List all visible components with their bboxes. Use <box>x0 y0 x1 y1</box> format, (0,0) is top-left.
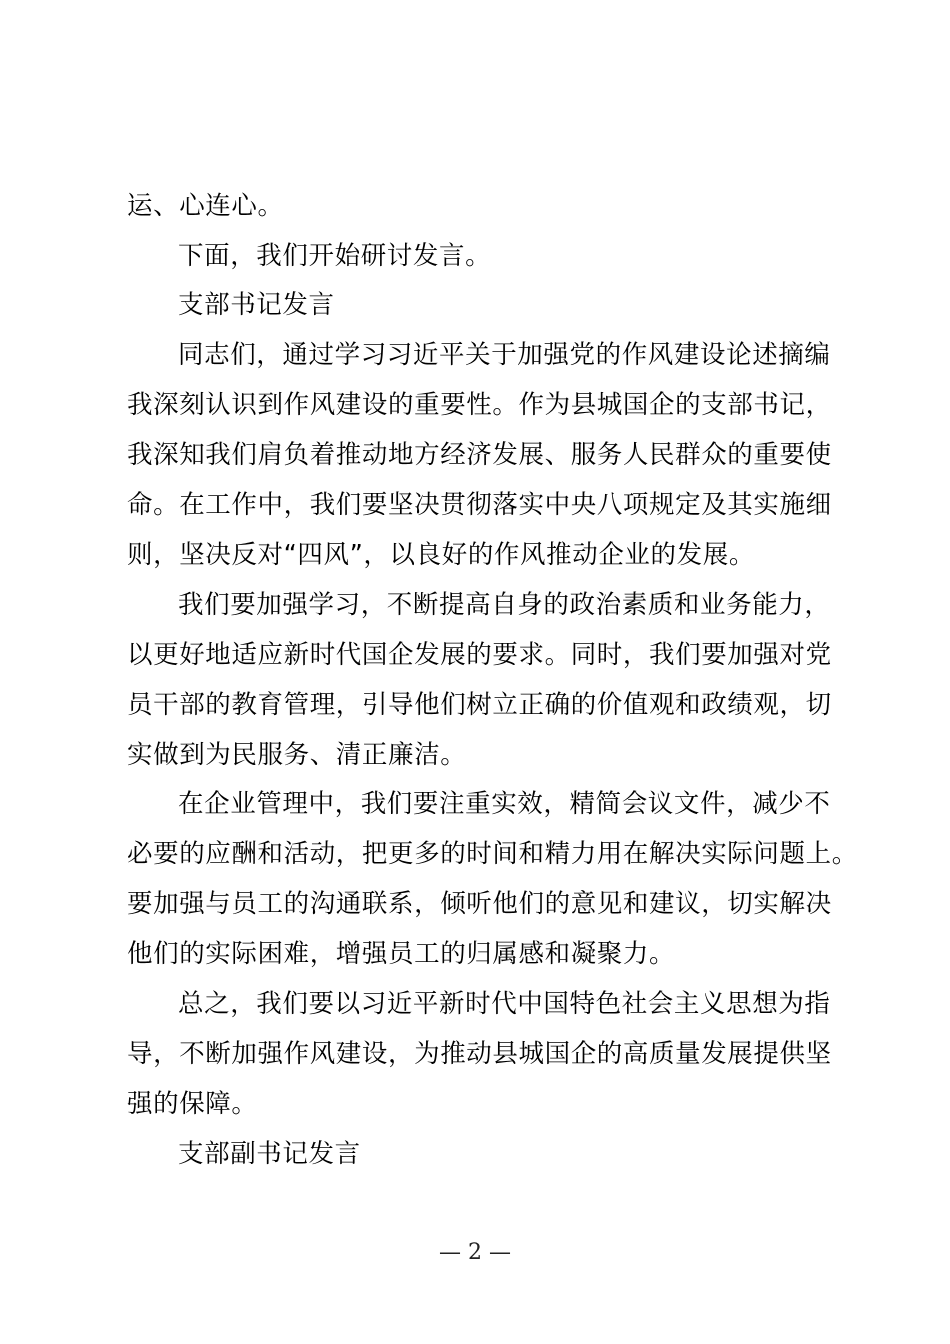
section-heading: 支部副书记发言 <box>178 1139 361 1169</box>
text-line: 我深知我们肩负着推动地方经济发展、服务人民群众的重要使 <box>127 440 832 470</box>
text-line: 在企业管理中，我们要注重实效，精简会议文件，减少不 <box>178 789 831 819</box>
text-line: 要加强与员工的沟通联系，倾听他们的意见和建议，切实解决 <box>127 889 832 919</box>
text-line: 实做到为民服务、清正廉洁。 <box>127 740 467 770</box>
page-number: — 2 — <box>439 1240 511 1265</box>
text-line: 下面，我们开始研讨发言。 <box>178 241 492 271</box>
text-line: 员干部的教育管理，引导他们树立正确的价值观和政绩观，切 <box>127 690 832 720</box>
text-line: 则，坚决反对“四风”，以良好的作风推动企业的发展。 <box>127 540 755 570</box>
text-line: 他们的实际困难，增强员工的归属感和凝聚力。 <box>127 939 676 969</box>
section-heading: 支部书记发言 <box>178 290 335 320</box>
text-line: 以更好地适应新时代国企发展的要求。同时，我们要加强对党 <box>127 640 832 670</box>
text-line: 我深刻认识到作风建设的重要性。作为县城国企的支部书记， <box>127 390 832 420</box>
text-line: 我们要加强学习，不断提高自身的政治素质和业务能力， <box>178 590 831 620</box>
text-line: 命。在工作中，我们要坚决贯彻落实中央八项规定及其实施细 <box>127 490 832 520</box>
text-line: 强的保障。 <box>127 1089 258 1119</box>
text-line: 运、心连心。 <box>127 191 284 221</box>
text-line: 导，不断加强作风建设，为推动县城国企的高质量发展提供坚 <box>127 1039 832 1069</box>
text-line: 同志们，通过学习习近平关于加强党的作风建设论述摘编 <box>178 340 831 370</box>
text-line: 总之，我们要以习近平新时代中国特色社会主义思想为指 <box>178 989 831 1019</box>
text-line: 必要的应酬和活动，把更多的时间和精力用在解决实际问题上。 <box>127 839 858 869</box>
